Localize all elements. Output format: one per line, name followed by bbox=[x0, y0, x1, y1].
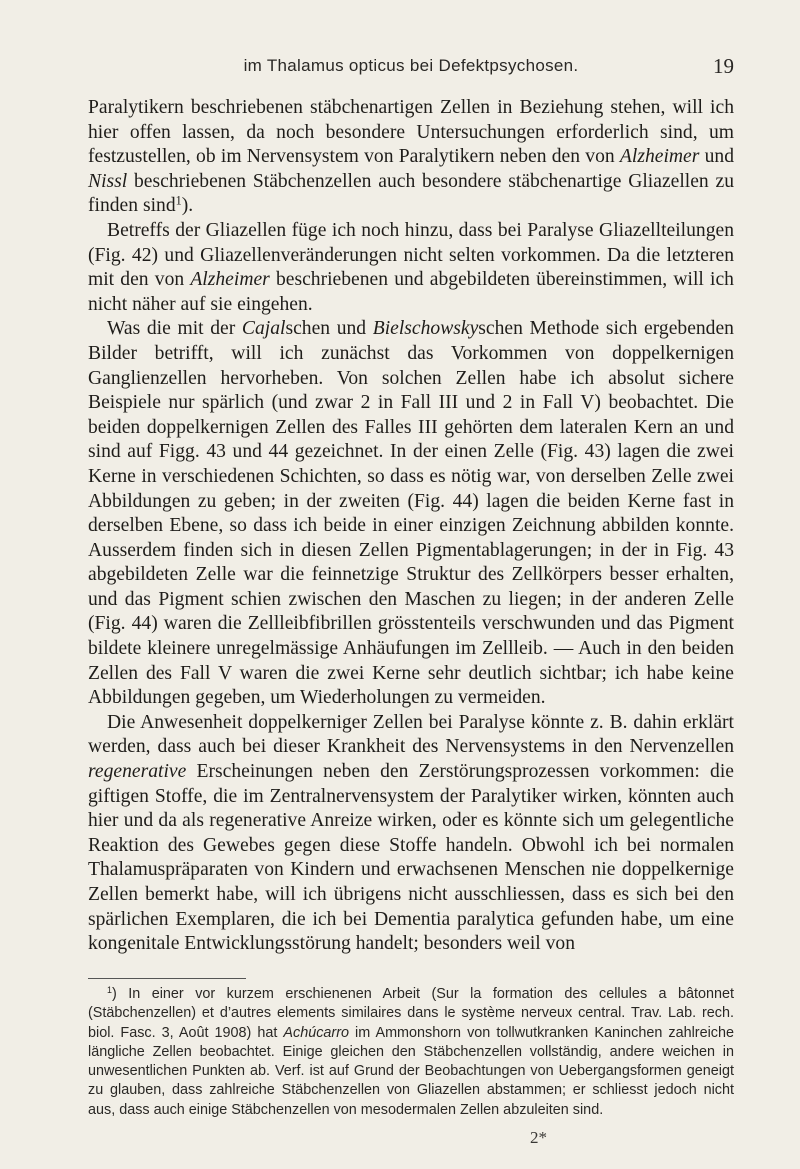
signature-mark: 2* bbox=[530, 1128, 547, 1147]
page-number: 19 bbox=[713, 54, 734, 78]
author-name: Alzheimer bbox=[190, 269, 270, 291]
paragraph-1 bbox=[88, 96, 734, 219]
footnote-mark: 1 bbox=[107, 985, 112, 996]
page-header bbox=[88, 56, 734, 82]
text-run: Erscheinungen neben den Zerstörungsprozessen vorkommen: die giftigen Stoffe, die im Zentralnervensystem der Paralytiker wirken, könnten auch hier und da als regenerative Anreize wirken, oder es könnte sich um gelegentliche Reaktion des Gewebes gegen diese Stoffe handeln. Obwohl ich bei normalen Thalamuspräparaten von Kindern und erwachsenen Menschen nie doppelkernige Zellen bemerkt habe, will ich übrigens nicht ausschliessen, dass es sich bei den spärlichen Exemplaren, die ich bei Dementia paralytica gefunden habe, um eine kongenitale Entwicklungsstörung handelt; besonders weil von bbox=[88, 761, 734, 955]
text-run: und bbox=[699, 146, 734, 168]
footnote-reference[interactable]: 1 bbox=[175, 193, 182, 208]
author-name: Alzheimer bbox=[619, 146, 700, 168]
paragraph-3 bbox=[88, 317, 734, 711]
paragraph-4 bbox=[88, 711, 734, 957]
running-head: im Thalamus opticus bei Defektpsychosen. bbox=[243, 56, 579, 75]
paragraph-2 bbox=[88, 219, 734, 317]
text-run: im Ammonshorn von tollwutkranken Kaninchen zahlreiche längliche Zellen beobachtet. Einige gleichen den Stäbchenzellen vollständig, andere weichen in unwesentlichen Punkten ab. Verf. ist auf Grund der Beobachtungen von Uebergangsformen geneigt zu glauben, dass zahlreiche Stäbchenzellen von Gliazellen abstammen; er schliesst jedoch nicht aus, dass auch einige Stäbchenzellen von mesodermalen Zellen abzuleiten sind. bbox=[88, 1024, 734, 1118]
text-run: ) In einer vor kurzem erschienenen Arbeit (Sur la formation des cellules a bâtonnet (Stäbchenzellen) et d’autres elements similaires dans le système nerveux central. Trav. Lab. rech. biol. Fasc. 3, Août 1908) hat bbox=[88, 986, 734, 1041]
emphasis: regenerative bbox=[88, 761, 187, 783]
text-run: Die Anwesenheit doppelkerniger Zellen bei Paralyse könnte z. B. dahin erklärt werden, dass auch bei dieser Krankheit des Nervensystems in den Nervenzellen bbox=[88, 711, 734, 758]
author-name: Nissl bbox=[88, 170, 128, 192]
footnote-text bbox=[88, 985, 734, 1120]
text-run: beschriebenen Stäbchenzellen auch besondere stäbchenartige Gliazellen zu finden sind bbox=[88, 170, 734, 217]
author-name: Bielschowsky bbox=[372, 318, 479, 340]
footnote-divider bbox=[88, 978, 246, 979]
author-name: Achúcarro bbox=[283, 1024, 350, 1041]
text-run: Was die mit der bbox=[107, 318, 242, 340]
text-run: Betreffs der Gliazellen füge ich noch hinzu, dass bei Paralyse Gliazellteilungen (Fig. 42) und Gliazellenveränderungen nicht selten vorkommen. Da die letzteren mit den von bbox=[88, 219, 734, 291]
text-run: ). bbox=[181, 195, 194, 217]
text-run: Paralytikern beschriebenen stäbchenartigen Zellen in Beziehung stehen, will ich hier offen lassen, da noch besondere Untersuchungen erforderlich sind, um festzustellen, ob im Nervensystem von Paralytikern neben den von bbox=[88, 97, 734, 168]
text-run: beschriebenen und abgebildeten übereinstimmen, will ich nicht näher auf sie eingehen. bbox=[88, 269, 734, 315]
author-name: Cajal bbox=[241, 318, 286, 340]
footnote bbox=[88, 985, 734, 1120]
text-run: schen Methode sich ergebenden Bilder betrifft, will ich zunächst das Vorkommen von doppelkernigen Ganglienzellen hervorheben. Von solchen Zellen habe ich absolut sichere Beispiele nur spärlich (und zwar 2 in Fall III und 2 in Fall V) beobachtet. Die beiden doppelkernigen Zellen des Falles III gehörten dem lateralen Kern an und sind auf Figg. 43 und 44 gezeichnet. In der einen Zelle (Fig. 43) lagen die zwei Kerne in verschiedenen Schichten, so dass es nötig war, von derselben Zelle zwei Abbildungen zu geben; in der zweiten (Fig. 44) lagen die beiden Kerne fast in derselben Ebene, so dass ich beide in einer einzigen Zeichnung abbilden konnte. Ausserdem finden sich in diesen Zellen Pigmentablagerungen; in der in Fig. 43 abgebildeten Zelle war die feinnetzige Struktur des Zellkörpers besser erhalten, und das Pigment schien zwischen den Maschen zu liegen; in der anderen Zelle (Fig. 44) waren die Zellleibfibrillen grösstenteils verschwunden und das Pigment bildete kleinere unregelmässige Anhäufungen im Zellleib. — Auch in den beiden Zellen des Fall V waren die zwei Kerne sehr deutlich sichtbar; ich habe keine Abbildungen gegeben, um Wiederholungen zu vermeiden. bbox=[88, 318, 734, 709]
body-text bbox=[88, 96, 734, 957]
text-run: schen und bbox=[285, 318, 373, 340]
